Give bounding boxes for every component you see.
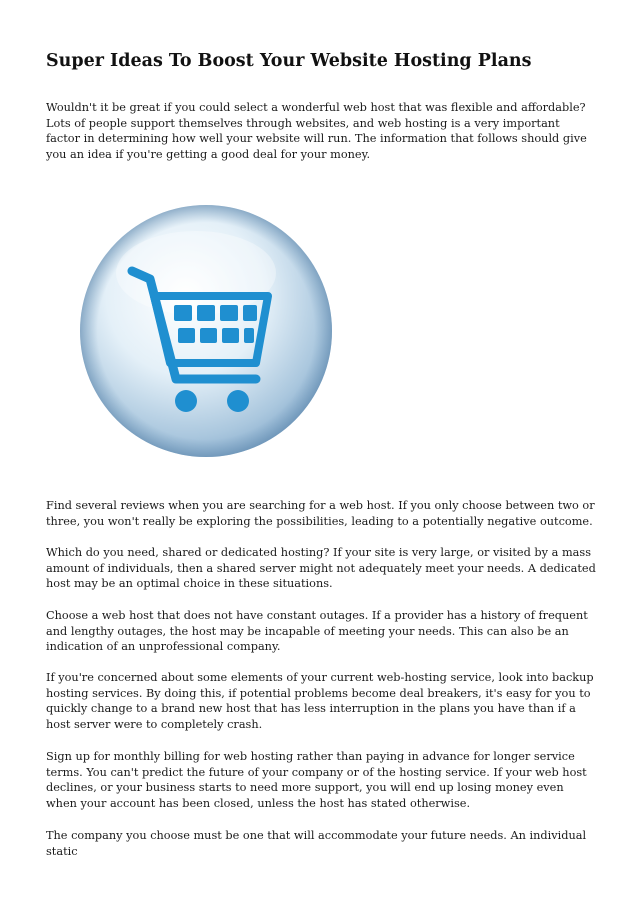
paragraph-reviews: Find several reviews when you are searching for a web host. If you only choose between two or three, you won't really be exploring the possibilities, leading to a potentially negative outcome. xyxy=(46,499,595,528)
paragraph-backup-hosting: If you're concerned about some elements of your current web-hosting service, look into backup hosting services. By doing this, if potential problems become deal breakers, it's easy for you to quickly change to a brand new host that has less interruption in the plans you have than if a host server were to completely crash. xyxy=(46,671,594,731)
paragraph-shared-dedicated: Which do you need, shared or dedicated hosting? If your site is very large, or visited by a mass amount of individuals, then a shared server might not adequately meet your needs. A dedicated host may be an optimal choice in these situations. xyxy=(46,546,596,591)
paragraph-outages: Choose a web host that does not have constant outages. If a provider has a history of frequent and lengthy outages, the host may be incapable of meeting your needs. This can also be an indication of an unprofessional company. xyxy=(46,609,588,654)
document-title: Super Ideas To Boost Your Website Hosting Plans xyxy=(46,51,532,71)
paragraph-future-needs: The company you choose must be one that will accommodate your future needs. An individual static xyxy=(46,829,587,858)
intro-paragraph: Wouldn't it be great if you could select a wonderful web host that was flexible and affordable? Lots of people support themselves through websites, and web hosting is a very important factor in determining how well your website will run. The information that follows should give you an idea if you're getting a good deal for your money. xyxy=(46,101,587,161)
shopping-cart-icon xyxy=(78,203,334,459)
paragraph-monthly-billing: Sign up for monthly billing for web hosting rather than paying in advance for longer service terms. You can't predict the future of your company or of the hosting service. If your web host declines, or your business starts to need more support, you will end up losing money even when your account has been closed, unless the host has stated otherwise. xyxy=(46,750,587,810)
